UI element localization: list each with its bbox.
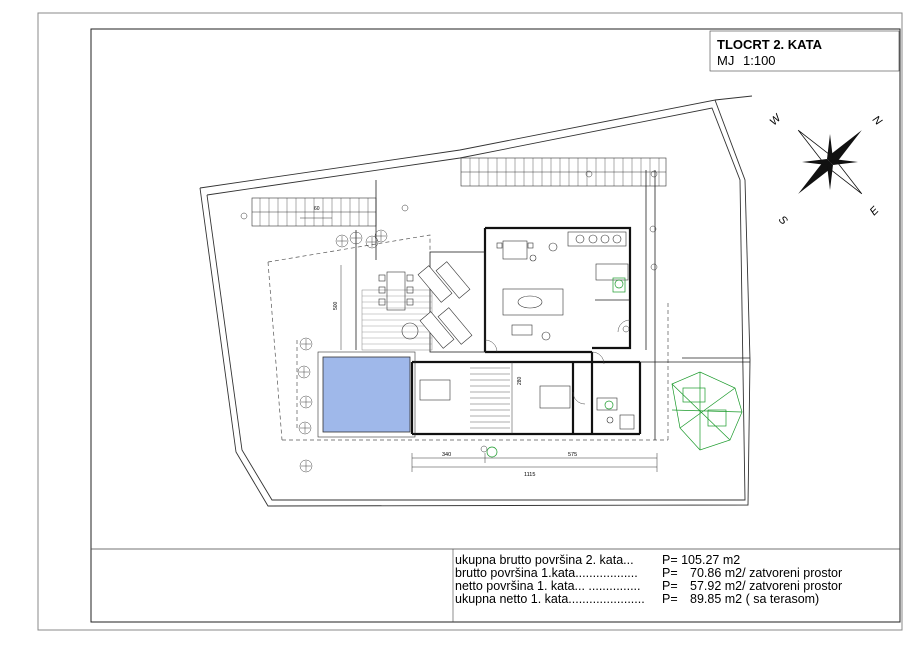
dimension-280: 280 (517, 376, 523, 385)
dimension-575: 575 (568, 452, 578, 458)
area-p-label: P= (662, 566, 678, 580)
area-label: ukupna netto 1. kata...................... (455, 592, 645, 606)
swimming-pool (323, 357, 410, 432)
drawing-title: TLOCRT 2. KATA (717, 37, 822, 52)
compass-rose (768, 111, 884, 228)
area-p-label: P= (662, 579, 678, 593)
sun-loungers (418, 262, 472, 349)
area-p-label: P= (662, 592, 678, 606)
site-boundary (200, 96, 752, 506)
outer-frame (38, 13, 902, 630)
compass-n-label: N (869, 113, 884, 128)
area-value: 57.92 m2/ zatvoreni prostor (690, 579, 843, 593)
dimension-60: 60 (314, 206, 320, 212)
dimension-340: 340 (442, 452, 452, 458)
outdoor-dining-table (379, 272, 418, 339)
dimension-1115: 1115 (524, 472, 536, 478)
scale-label: MJ (717, 53, 735, 68)
area-table (455, 554, 842, 606)
shrubs (298, 230, 387, 472)
area-value: 89.85 m2 ( sa terasom) (690, 592, 820, 606)
area-value: 70.86 m2/ zatvoreni prostor (690, 566, 843, 580)
area-row (455, 593, 842, 606)
compass-w-label: W (767, 112, 784, 129)
drawing-scale (717, 53, 822, 69)
title-block (717, 37, 822, 69)
scale-value: 1:100 (743, 53, 776, 68)
compass-s-label: S (775, 213, 790, 228)
dimension-500: 500 (333, 301, 339, 310)
area-label: brutto površina 1.kata.................. (455, 566, 638, 580)
area-label: ukupna brutto površina 2. kata... (455, 553, 634, 567)
area-label: netto površina 1. kata... ............... (455, 579, 641, 593)
area-value: P= 105.27 m2 (662, 553, 741, 567)
compass-e-label: E (867, 204, 882, 219)
green-fixtures (487, 278, 742, 457)
